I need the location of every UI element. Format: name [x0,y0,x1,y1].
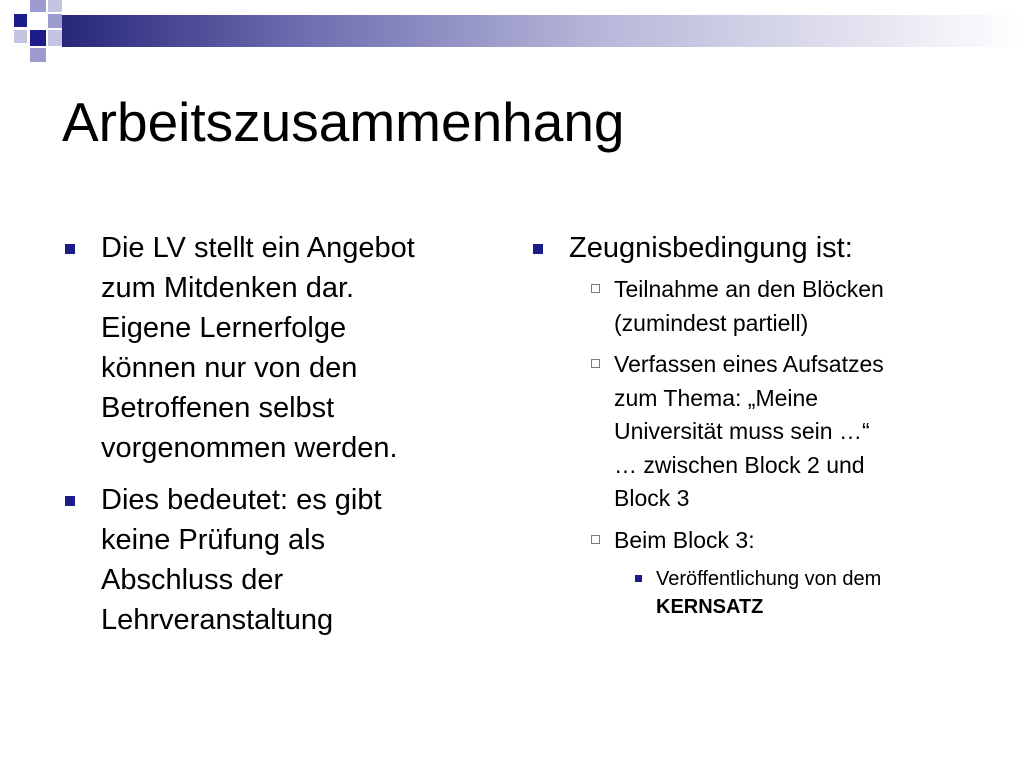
text-line: Veröffentlichung von dem [656,568,882,590]
text-line: Universität muss sein …“ [614,418,870,444]
text-line: (zumindest partiell) [614,309,809,336]
hollow-square-bullet-icon [591,535,600,544]
square-bullet-icon [65,244,75,254]
sub-list-item [569,348,970,516]
sub-list-item [569,524,970,622]
deco-square [48,0,62,12]
square-bullet-icon [65,496,75,506]
deco-square [30,0,46,12]
text-line: keine Prüfung als [101,524,326,556]
deco-square [30,48,46,62]
small-square-bullet-icon [635,575,642,582]
list-item [62,228,482,468]
text-line: Lehrveranstaltung [101,604,334,636]
sub-list-item [569,273,970,340]
header-gradient-bar [62,15,1024,47]
left-bullet-list [62,228,482,640]
text-line: zum Mitdenken dar. [101,272,355,304]
text-line: Abschluss der [101,564,284,596]
header-decoration [0,0,1024,64]
deco-square [14,14,27,27]
text-line: Die LV stellt ein Angebot [101,232,415,264]
list-item [62,480,482,640]
text-line: Beim Block 3: [614,526,755,553]
deco-square [14,30,27,43]
list-heading: Zeugnisbedingung ist: [569,232,853,264]
sub-sub-list-item [614,565,970,621]
right-column [530,228,970,633]
sub-bullet-list [569,273,970,621]
text-line: Verfassen eines Aufsatzes [614,351,884,377]
left-column [62,228,482,652]
text-line: Eigene Lernerfolge [101,312,347,344]
deco-square [48,14,62,28]
text-line: … zwischen Block 2 und [614,451,865,478]
deco-square [48,30,62,46]
text-line: vorgenommen werden. [101,432,398,464]
emphasis-text: KERNSATZ [656,596,764,618]
deco-square [30,30,46,46]
hollow-square-bullet-icon [591,284,600,293]
text-line: Teilnahme an den Blöcken [614,276,884,302]
text-line: zum Thema: „Meine [614,384,819,411]
text-line: Betroffenen selbst [101,392,335,424]
hollow-square-bullet-icon [591,359,600,368]
right-bullet-list [530,228,970,621]
text-line: Dies bedeutet: es gibt [101,484,382,516]
sub-sub-bullet-list [614,565,970,621]
square-bullet-icon [533,244,543,254]
list-item [530,228,970,621]
text-line: können nur von den [101,352,358,384]
text-line: Block 3 [614,485,690,511]
slide-title: Arbeitszusammenhang [62,91,625,153]
